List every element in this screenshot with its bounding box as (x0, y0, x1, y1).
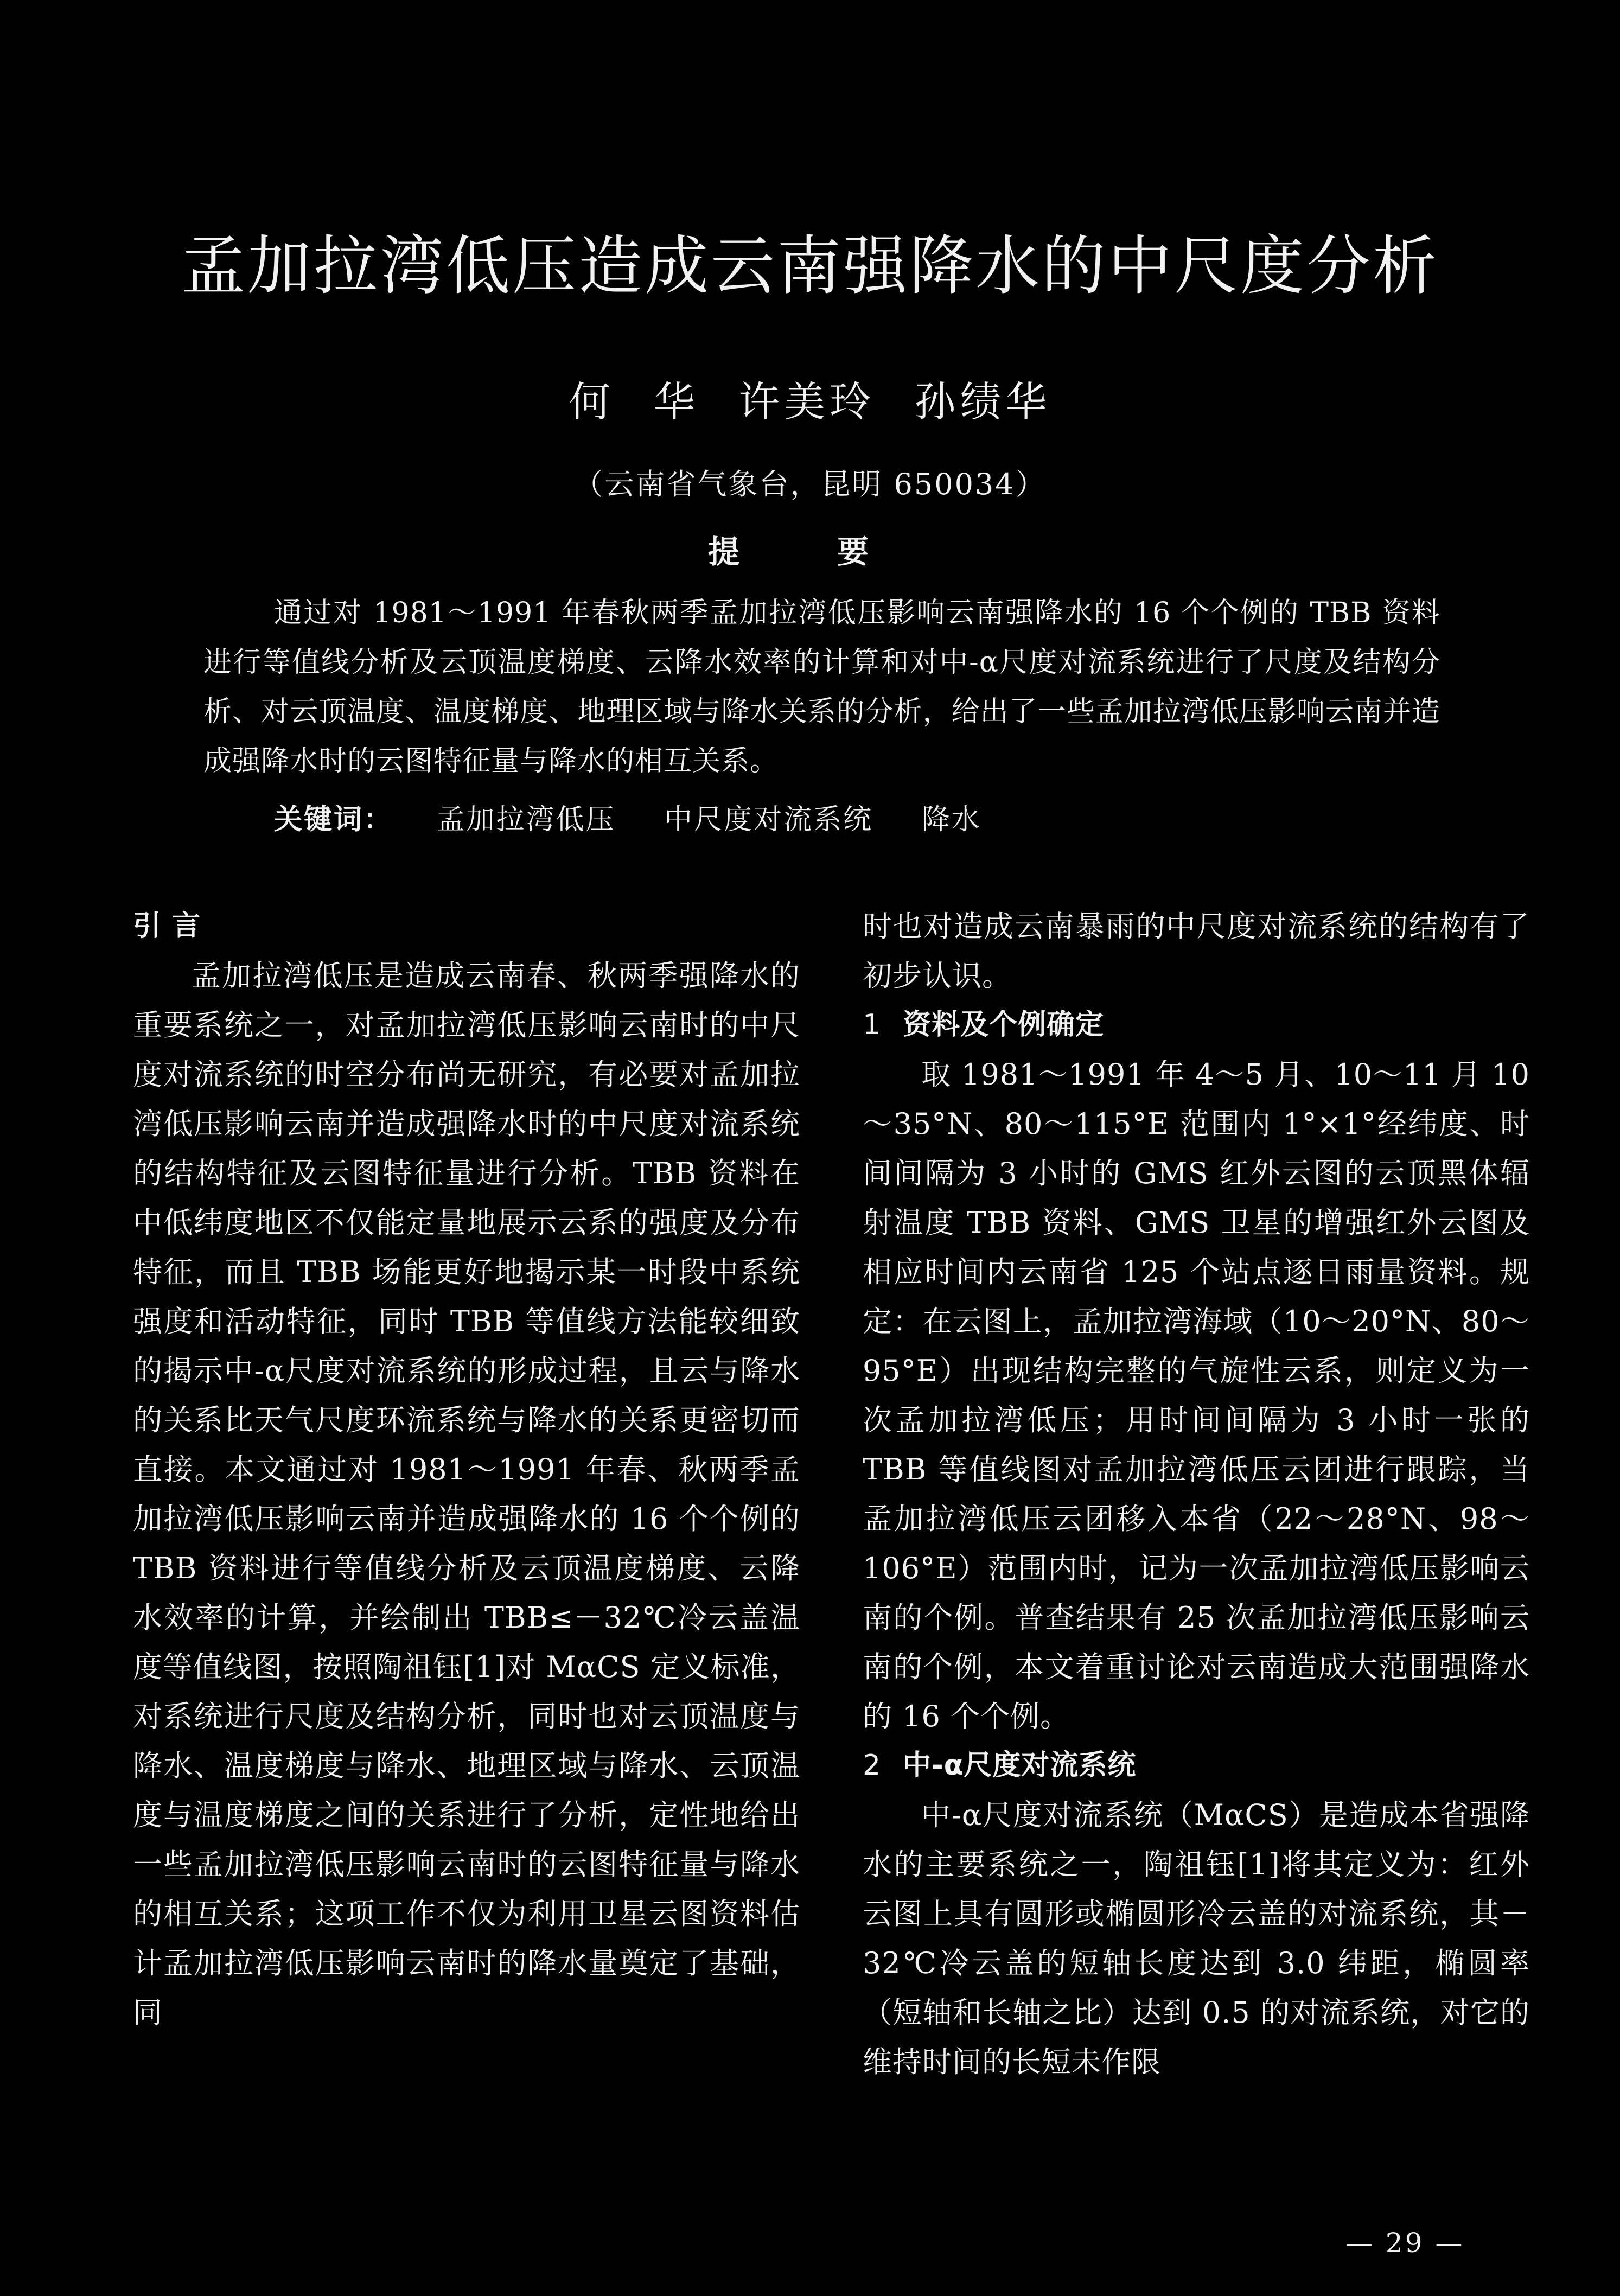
section-1-title: 资料及个例确定 (903, 1009, 1105, 1041)
abstract-text: 通过对 1981～1991 年春秋两季孟加拉湾低压影响云南强降水的 16 个个例的 TBB 资料进行等值线分析及云顶温度梯度、云降水效率的计算和对中-α尺度对流系统进行了尺度及结构分析、对云顶温度、温度梯度、地理区域与降水关系的分析，给出了一些孟加拉湾低压影响云南并造成强降水时的云图特征量与降水的相互关系。 (203, 597, 1440, 777)
keywords-label: 关键词： (274, 803, 394, 836)
authors: 何 华 许美玲 孙绩华 (569, 378, 1051, 426)
section-2-title: 中-α尺度对流系统 (903, 1749, 1137, 1782)
section-1-number: 1 (863, 1009, 882, 1041)
keywords (274, 796, 1019, 837)
affiliation: （云南省气象台，昆明 650034） (573, 467, 1047, 501)
abstract-heading: 提 要 (707, 533, 913, 570)
section-2-paragraph: 中-α尺度对流系统（MαCS）是造成本省强降水的主要系统之一，陶祖钰[1]将其定义为：红外云图上具有圆形或椭圆形冷云盖的对流系统，其－32℃冷云盖的短轴长度达到 3.0 纬距，椭圆率（短轴和长轴之比）达到 0.5 的对流系统，对它的维持时间的长短未作限 (863, 1798, 1530, 2079)
left-column (133, 902, 800, 2037)
keyword-item: 降水 (921, 803, 981, 836)
keyword-item: 中尺度对流系统 (664, 803, 873, 836)
intro-heading: 引 言 (133, 910, 201, 942)
section-1-heading (863, 1000, 1530, 1050)
paper-title: 孟加拉湾低压造成云南强降水的中尺度分析 (181, 228, 1439, 303)
section-2-number: 2 (863, 1749, 882, 1782)
keyword-item: 孟加拉湾低压 (436, 803, 616, 836)
section-2-heading (863, 1741, 1530, 1790)
section-1-paragraph: 取 1981～1991 年 4～5 月、10～11 月 10～35°N、80～115°E 范围内 1°×1°经纬度、时间间隔为 3 小时的 GMS 红外云图的云顶黑体辐射温度 TBB 资料、GMS 卫星的增强红外云图及相应时间内云南省 125 个站点逐日雨量资料。规定：在云图上，孟加拉湾海域（10～20°N、80～95°E）出现结构完整的气旋性云系，则定义为一次孟加拉湾低压；用时间间隔为 3 小时一张的 TBB 等值线图对孟加拉湾低压云团进行跟踪，当孟加拉湾低压云团移入本省（22～28°N、98～106°E）范围内时，记为一次孟加拉湾低压影响云南的个例。普查结果有 25 次孟加拉湾低压影响云南的个例，本文着重讨论对云南造成大范围强降水的 16 个个例。 (863, 1057, 1530, 1733)
intro-paragraph: 孟加拉湾低压是造成云南春、秋两季强降水的重要系统之一，对孟加拉湾低压影响云南时的中尺度对流系统的时空分布尚无研究，有必要对孟加拉湾低压影响云南并造成强降水时的中尺度对流系统的结构特征及云图特征量进行分析。TBB 资料在中低纬度地区不仅能定量地展示云系的强度及分布特征，而且 TBB 场能更好地揭示某一时段中系统强度和活动特征，同时 TBB 等值线方法能较细致的揭示中-α尺度对流系统的形成过程，且云与降水的关系比天气尺度环流系统与降水的关系更密切而直接。本文通过对 1981～1991 年春、秋两季孟加拉湾低压影响云南并造成强降水的 16 个个例的 TBB 资料进行等值线分析及云顶温度梯度、云降水效率的计算，并绘制出 TBB≤－32℃冷云盖温度等值线图，按照陶祖钰[1]对 MαCS 定义标准，对系统进行尺度及结构分析，同时也对云顶温度与降水、温度梯度与降水、地理区域与降水、云顶温度与温度梯度之间的关系进行了分析，定性地给出一些孟加拉湾低压影响云南时的云图特征量与降水的相互关系；这项工作不仅为利用卫星云图资料估计孟加拉湾低压影响云南时的降水量奠定了基础，同 (133, 959, 800, 2030)
page-number: — 29 — (1345, 2227, 1465, 2259)
right-column (863, 902, 1530, 2087)
intro-continuation: 时也对造成云南暴雨的中尺度对流系统的结构有了初步认识。 (863, 909, 1530, 993)
